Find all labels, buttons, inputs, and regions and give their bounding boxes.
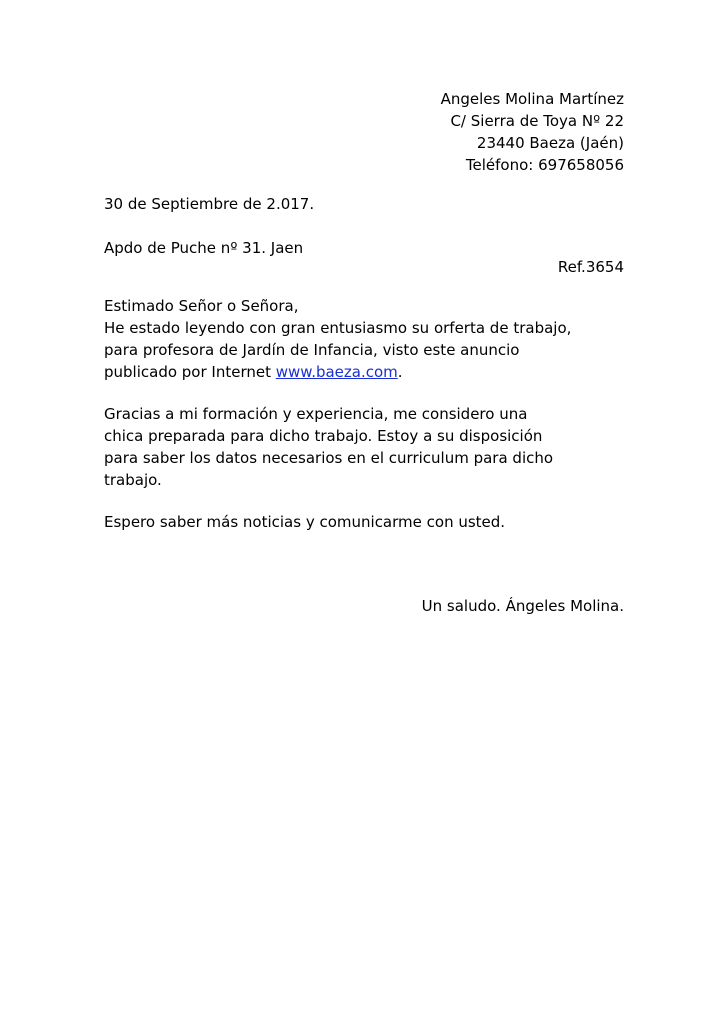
paragraph-1-line-suffix: .	[397, 363, 403, 381]
recipient-address: Apdo de Puche nº 31. Jaen	[104, 239, 304, 257]
paragraph-3	[104, 511, 634, 533]
paragraph-1-line-prefix: publicado por Internet	[104, 363, 276, 381]
paragraph-2-line: Gracias a mi formación y experiencia, me considero una	[104, 405, 528, 423]
reference-number: Ref.3654	[557, 258, 624, 276]
paragraph-2-line: chica preparada para dicho trabajo. Estoy a su disposición	[104, 427, 543, 445]
paragraph-1-line: He estado leyendo con gran entusiasmo su orferta de trabajo,	[104, 319, 572, 337]
website-link[interactable]: www.baeza.com	[275, 363, 398, 381]
paragraph-2-line: para saber los datos necesarios en el curriculum para dicho	[104, 449, 554, 467]
sender-phone: Teléfono: 697658056	[465, 156, 624, 174]
paragraph-1-line: para profesora de Jardín de Infancia, visto este anuncio	[104, 341, 520, 359]
sender-name: Angeles Molina Martínez	[440, 90, 624, 108]
greeting-and-paragraph-1	[104, 295, 634, 383]
paragraph-2-line: trabajo.	[104, 471, 162, 489]
letter-date: 30 de Septiembre de 2.017.	[104, 195, 315, 213]
greeting: Estimado Señor o Señora,	[104, 297, 299, 315]
paragraph-2	[104, 403, 634, 491]
paragraph-3-line: Espero saber más noticias y comunicarme con usted.	[104, 513, 506, 531]
sender-street: C/ Sierra de Toya Nº 22	[450, 112, 624, 130]
paragraph-1-line	[104, 361, 634, 383]
sender-city: 23440 Baeza (Jaén)	[476, 134, 624, 152]
signoff: Un saludo. Ángeles Molina.	[421, 597, 624, 615]
sender-block	[441, 88, 624, 176]
